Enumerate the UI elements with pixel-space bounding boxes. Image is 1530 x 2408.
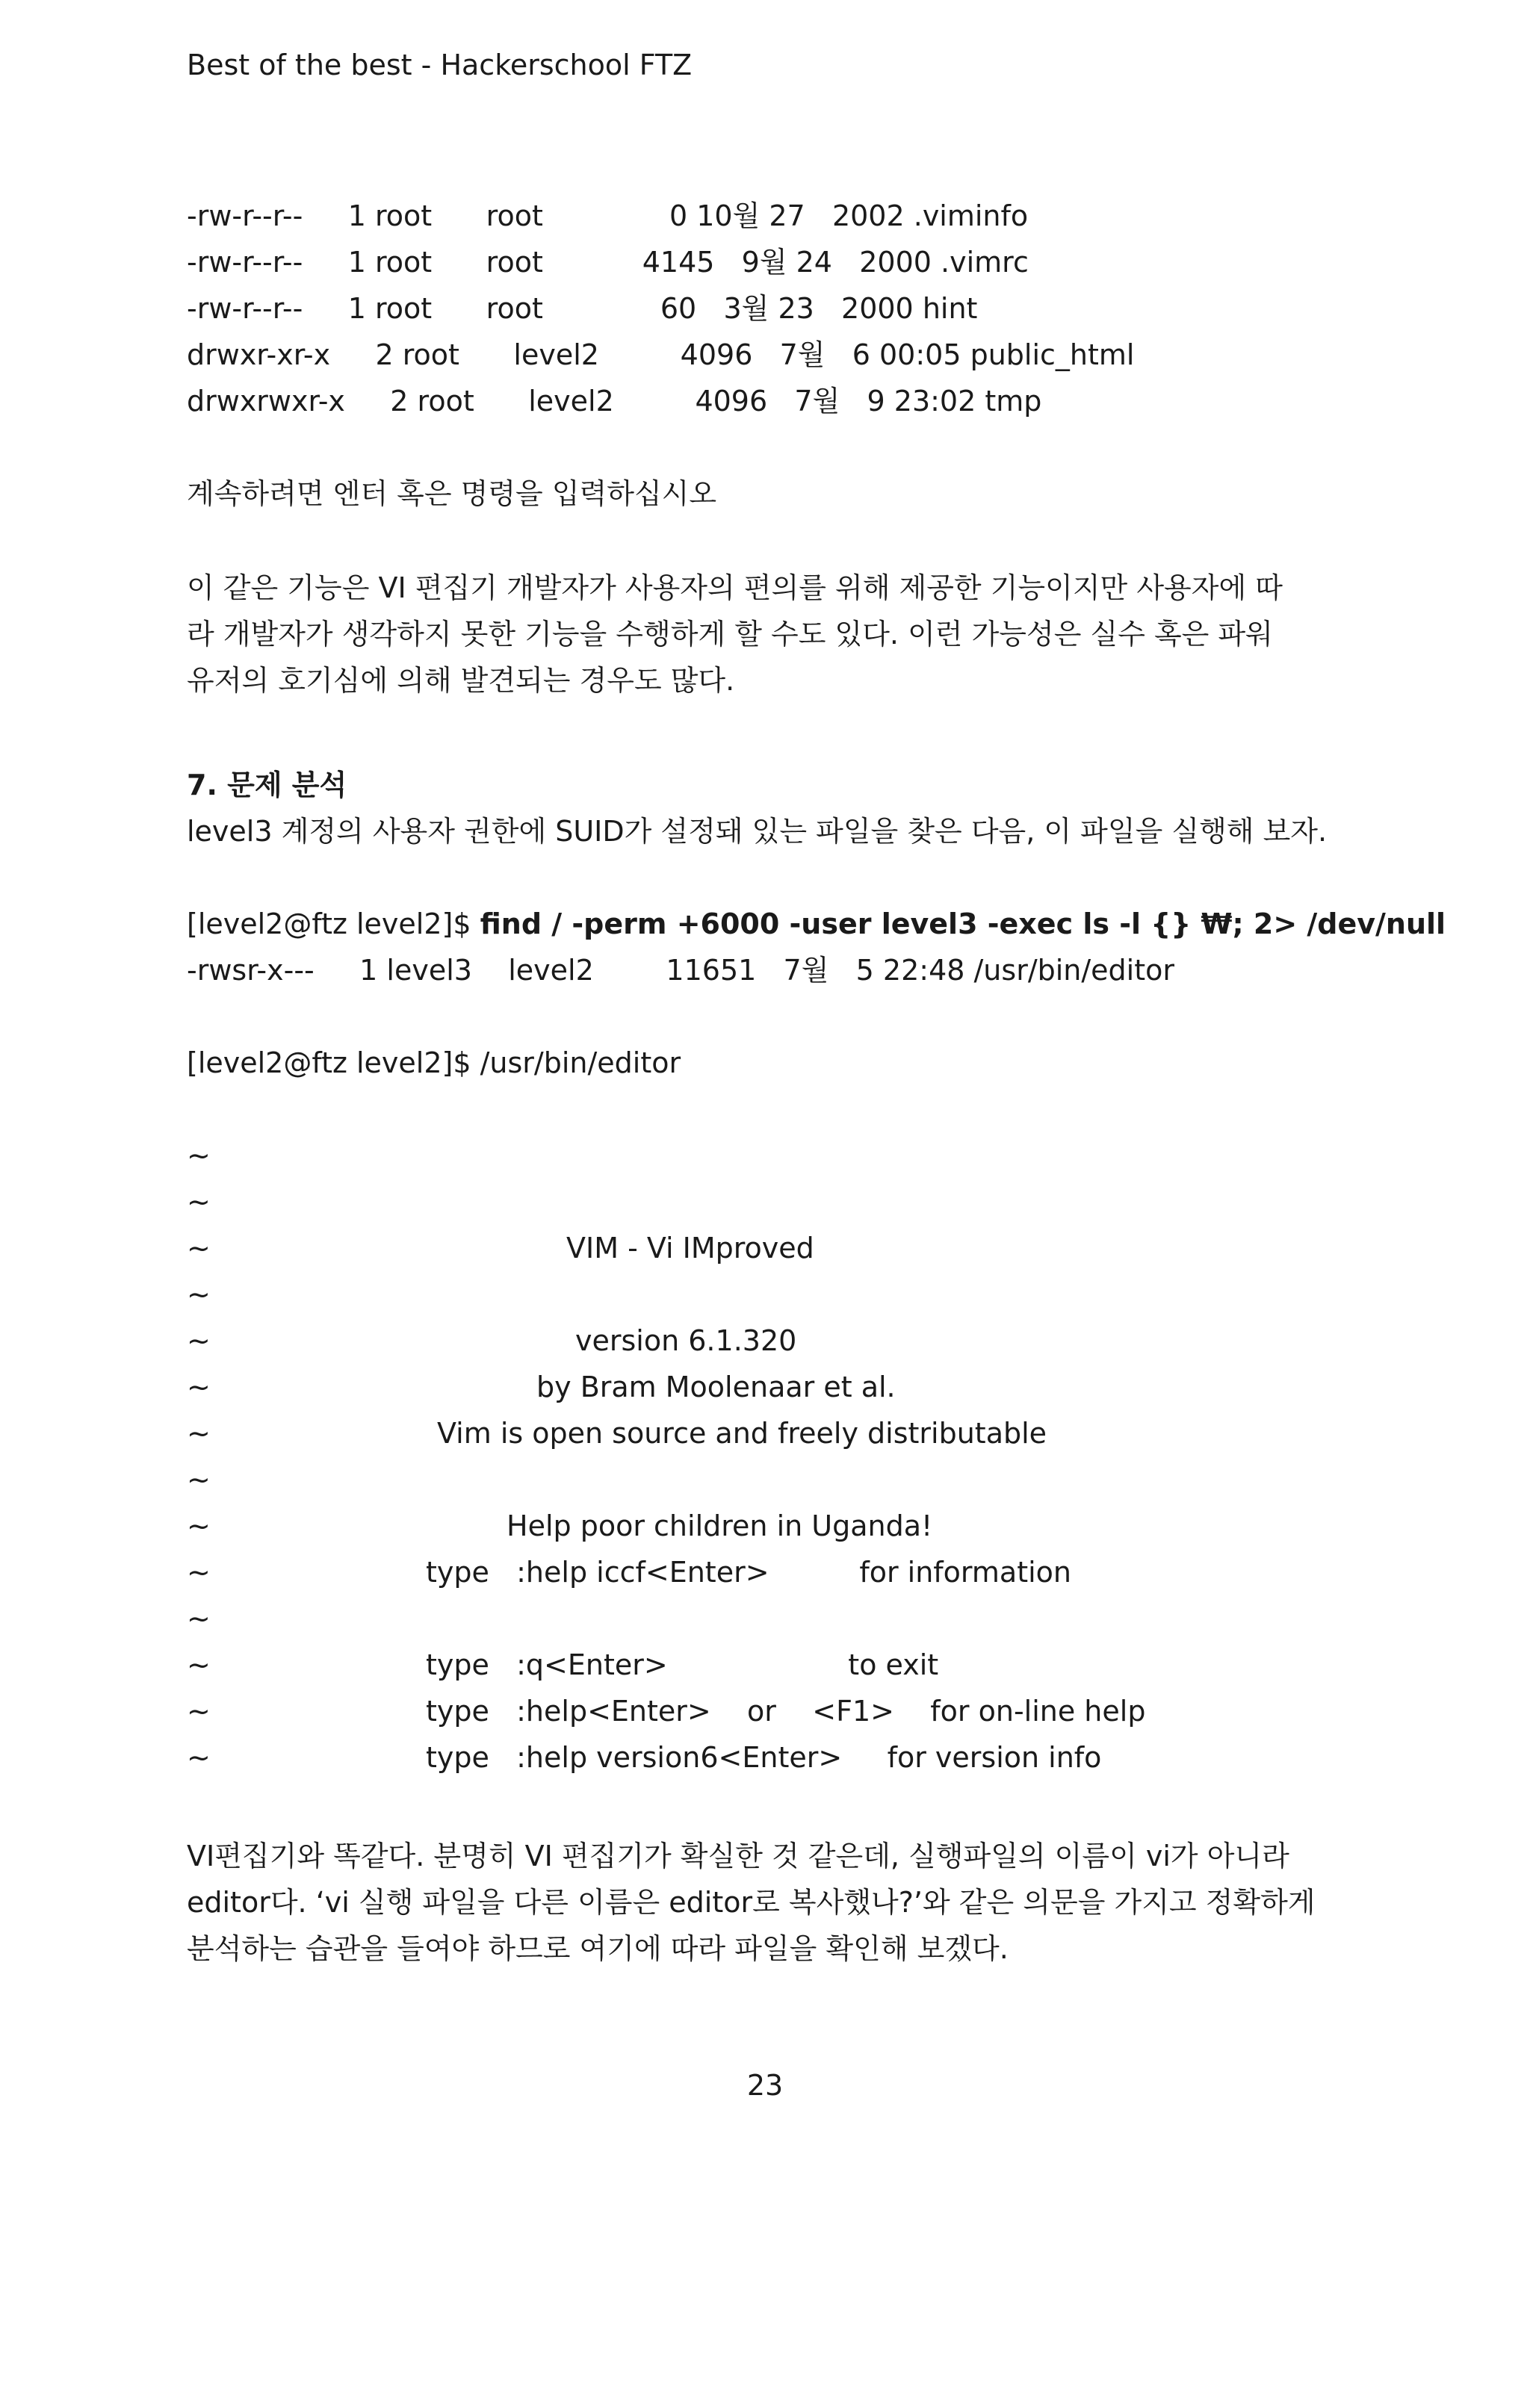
- find-command: find / -perm +6000 -user level3 -exec ls -l {} ₩; 2> /dev/null: [480, 907, 1446, 940]
- continue-prompt: 계속하려면 엔터 혹은 명령을 입력하십시오: [187, 477, 717, 510]
- ls-line: -rw-r--r-- 1 root root 4145 9월 24 2000 .vimrc: [187, 246, 1029, 279]
- vim-help: type :help<Enter> or <F1> for on-line help: [426, 1695, 1146, 1728]
- editor-command: [level2@ftz level2]$ /usr/bin/editor: [187, 1046, 681, 1079]
- tilde-line: ~: [187, 1232, 211, 1264]
- tilde-line: ~: [187, 1602, 211, 1635]
- document-page: [187, 0, 1446, 2408]
- vim-title: VIM - Vi IMproved: [566, 1232, 814, 1264]
- vim-help-iccf: type :help iccf<Enter> for information: [426, 1556, 1071, 1589]
- tilde-line: ~: [187, 1371, 211, 1403]
- ls-line: drwxrwxr-x 2 root level2 4096 7월 9 23:02 tmp: [187, 385, 1042, 418]
- paragraph-line: 이 같은 기능은 VI 편집기 개발자가 사용자의 편의를 위해 제공한 기능이지만 사용자에 따: [187, 571, 1283, 604]
- vim-version: version 6.1.320: [575, 1324, 797, 1357]
- paragraph-line: VI편집기와 똑같다. 분명히 VI 편집기가 확실한 것 같은데, 실행파일의 이름이 vi가 아니라: [187, 1840, 1289, 1872]
- page-number: 23: [746, 2069, 784, 2102]
- tilde-line: ~: [187, 1463, 211, 1496]
- ls-line: -rw-r--r-- 1 root root 60 3월 23 2000 hint: [187, 292, 978, 325]
- vim-version-info: type :help version6<Enter> for version info: [426, 1741, 1102, 1774]
- tilde-line: ~: [187, 1417, 211, 1450]
- find-command-line: [187, 901, 1446, 947]
- vim-uganda: Help poor children in Uganda!: [507, 1509, 933, 1542]
- paragraph-line: 유저의 호기심에 의해 발견되는 경우도 많다.: [187, 664, 735, 697]
- tilde-line: ~: [187, 1695, 211, 1728]
- page-header: Best of the best - Hackerschool FTZ: [187, 49, 693, 81]
- section-title: 7. 문제 분석: [187, 769, 347, 801]
- paragraph-line: editor다. ‘vi 실행 파일을 다른 이름은 editor로 복사했나?’와 같은 의문을 가지고 정확하게: [187, 1886, 1316, 1919]
- ls-line: -rw-r--r-- 1 root root 0 10월 27 2002 .viminfo: [187, 199, 1029, 232]
- paragraph-line: 분석하는 습관을 들여야 하므로 여기에 따라 파일을 확인해 보겠다.: [187, 1932, 1009, 1965]
- paragraph-line: 라 개발자가 생각하지 못한 기능을 수행하게 할 수도 있다. 이런 가능성은 실수 혹은 파워: [187, 618, 1273, 651]
- tilde-line: ~: [187, 1139, 211, 1172]
- tilde-line: ~: [187, 1278, 211, 1311]
- tilde-line: ~: [187, 1648, 211, 1681]
- section-intro: level3 계정의 사용자 권한에 SUID가 설정돼 있는 파일을 찾은 다음, 이 파일을 실행해 보자.: [187, 815, 1328, 848]
- vim-author: by Bram Moolenaar et al.: [536, 1371, 896, 1403]
- tilde-line: ~: [187, 1324, 211, 1357]
- vim-quit: type :q<Enter> to exit: [426, 1648, 939, 1681]
- ls-line: drwxr-xr-x 2 root level2 4096 7월 6 00:05 public_html: [187, 338, 1135, 371]
- vim-license: Vim is open source and freely distributable: [437, 1417, 1047, 1450]
- shell-prompt: [level2@ftz level2]$: [187, 907, 480, 940]
- find-result: -rwsr-x--- 1 level3 level2 11651 7월 5 22:48 /usr/bin/editor: [187, 954, 1175, 987]
- tilde-line: ~: [187, 1185, 211, 1218]
- tilde-line: ~: [187, 1509, 211, 1542]
- tilde-line: ~: [187, 1556, 211, 1589]
- tilde-line: ~: [187, 1741, 211, 1774]
